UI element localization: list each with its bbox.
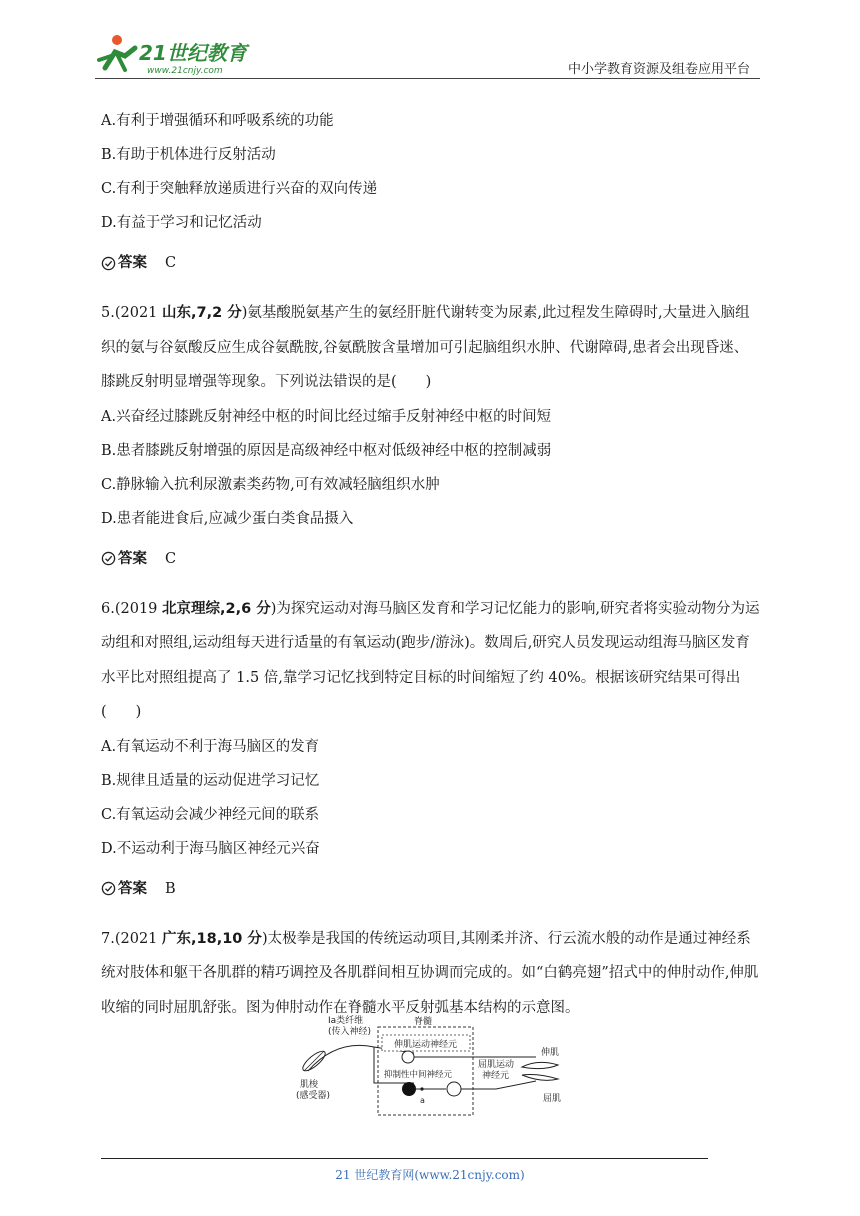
inhibitory-neuron-body	[402, 1082, 416, 1096]
inhibitory-neuron-label: 抑制性中间神经元	[384, 1070, 453, 1080]
page-header	[95, 30, 760, 80]
q5-option-b: B.患者膝跳反射增强的原因是高级神经中枢对低级神经中枢的控制减弱	[101, 442, 552, 459]
q6-stem: 6.(2019 北京理综,2,6 分)为探究运动对海马脑区发育和学习记忆能力的影响,研究者将实验动物分为运动组和对照组,运动组每天进行适量的有氧运动(跑步/游泳)。数周后,研究人员发现运动组海马脑区发育水平比对照组提高了 1.5 倍,靠学习记忆找到特定目标的时间缩短了约 40%。根据该研究结果可得出( )	[101, 600, 760, 720]
q6-options	[101, 730, 761, 866]
answer-label: 答案	[118, 255, 147, 271]
q5-score: ,7,2 分	[191, 305, 242, 321]
spindle-sub-label: (感受器)	[296, 1091, 331, 1101]
check-circle-icon	[101, 881, 116, 896]
q5-option-c: C.静脉输入抗利尿激素类药物,可有效减轻脑组织水肿	[101, 476, 440, 493]
spinal-label: 脊髓	[414, 1017, 433, 1027]
reflex-arc-diagram	[296, 1013, 576, 1121]
extensor-neuron-label: 伸肌运动神经元	[394, 1040, 458, 1050]
q7-stem: 7.(2021 广东,18,10 分)太极拳是我国的传统运动项目,其刚柔并济、行云流水般的动作是通过神经系统对肢体和躯干各肌群的精巧调控及各肌群间相互协调而完成的。如“白鹤亮翅”招式中的伸肘动作,伸肌收缩的同时屈肌舒张。图为伸肘动作在脊髓水平反射弧基本结构的示意图。	[101, 930, 759, 1016]
answer-label: 答案	[118, 550, 147, 567]
site-logo	[95, 30, 265, 76]
flexor-neuron-label-2: 神经元	[482, 1071, 510, 1081]
q6-answer	[101, 872, 761, 906]
extensor-neuron-body	[402, 1051, 414, 1063]
point-a-label: a	[420, 1096, 425, 1105]
q6-option-a: A.有氧运动不利于海马脑区的发育	[101, 738, 320, 755]
q7-source: 广东	[162, 930, 192, 947]
footer-divider	[101, 1158, 708, 1159]
header-divider	[95, 78, 760, 79]
q5-answer	[101, 542, 761, 576]
q5-option-a: A.兴奋经过膝跳反射神经中枢的时间比经过缩手反射神经中枢的时间短	[101, 408, 552, 425]
q5-options	[101, 400, 761, 536]
answer-value: C	[165, 255, 177, 271]
spindle-label: 肌梭	[300, 1080, 319, 1090]
q5-stem: 5.(2021 山东,7,2 分)氨基酸脱氨基产生的氨经肝脏代谢转变为尿素,此过程发生障碍时,大量进入脑组织的氨与谷氨酸反应生成谷氨酰胺,谷氨酰胺含量增加可引起脑组织水肿、代谢障碍,患者会出现昏迷、膝跳反射明显增强等现象。下列说法错误的是( )	[101, 305, 750, 390]
extensor-label: 伸肌	[541, 1048, 560, 1058]
q6-option-d: D.不运动利于海马脑区神经元兴奋	[101, 840, 320, 857]
q5-option-d: D.患者能进食后,应减少蛋白类食品摄入	[101, 510, 354, 527]
check-circle-icon	[101, 551, 116, 566]
flexor-axon	[461, 1081, 536, 1089]
platform-name: 中小学教育资源及组卷应用平台	[567, 62, 750, 77]
flexor-label: 屈肌	[543, 1094, 562, 1104]
extensor-muscle	[522, 1062, 558, 1068]
answer-label: 答案	[118, 880, 147, 897]
q4-options	[101, 104, 761, 240]
q4-answer	[101, 246, 761, 280]
q4-option-a: A.有利于增强循环和呼吸系统的功能	[101, 113, 334, 129]
flexor-neuron-body	[447, 1082, 461, 1096]
answer-value: B	[165, 880, 176, 897]
logo-text: 21世纪教育	[139, 41, 247, 65]
flexor-muscle	[522, 1075, 558, 1081]
q7-score: ,18,10 分	[191, 930, 262, 947]
q4-option-b: B.有助于机体进行反射活动	[101, 147, 276, 163]
q6-option-b: B.规律且适量的运动促进学习记忆	[101, 772, 320, 789]
fiber-label: Ⅰa类纤维	[328, 1016, 364, 1026]
q4-option-c: C.有利于突触释放递质进行兴奋的双向传递	[101, 181, 378, 197]
q6-option-c: C.有氧运动会减少神经元间的联系	[101, 806, 320, 823]
q5-source: 山东	[162, 305, 192, 321]
footer-text: 21 世纪教育网(www.21cnjy.com)	[335, 1168, 525, 1182]
answer-value: C	[165, 550, 177, 567]
q6-score: ,2,6 分	[220, 600, 271, 617]
flexor-neuron-label-1: 屈肌运动	[478, 1060, 515, 1070]
fiber-sub-label: (传入神经)	[328, 1027, 372, 1037]
logo-subtext: www.21cnjy.com	[147, 66, 223, 76]
page-content	[101, 104, 761, 1025]
check-circle-icon	[101, 256, 116, 271]
q6-source: 北京理综	[162, 600, 221, 617]
q4-option-d: D.有益于学习和记忆活动	[101, 215, 262, 231]
